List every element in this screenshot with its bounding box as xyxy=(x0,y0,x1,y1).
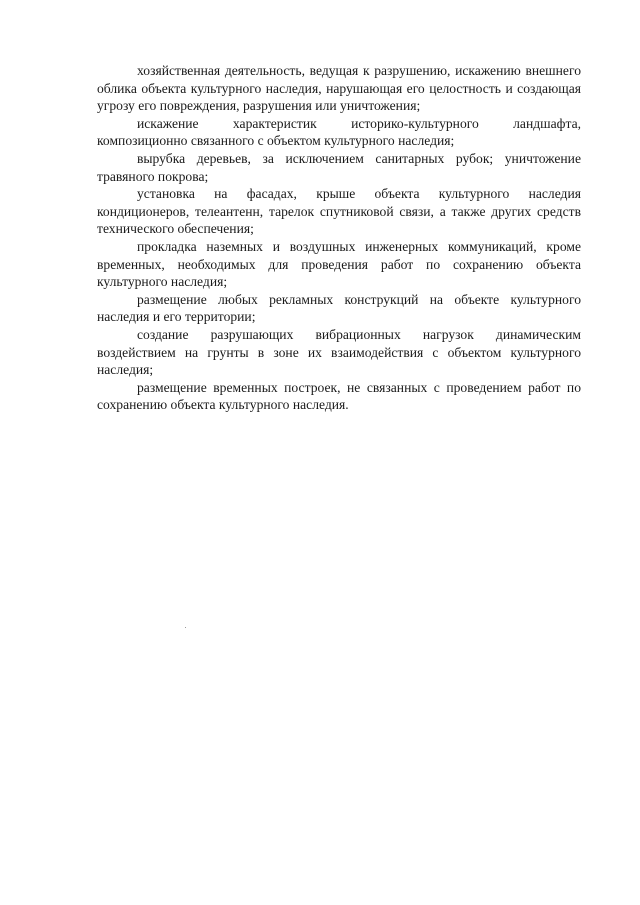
paragraph-advertising: размещение любых рекламных конструкций на объекте культурного наследия и его территории; xyxy=(97,291,581,325)
paragraph-landscape-distortion: искажение характеристик историко-культурного ландшафта, композиционно связанного с объектом культурного наследия; xyxy=(97,115,581,149)
paragraph-temporary-buildings: размещение временных построек, не связанных с проведением работ по сохранению объекта культурного наследия. xyxy=(97,379,581,413)
paragraph-economic-activity: хозяйственная деятельность, ведущая к разрушению, искажению внешнего облика объекта культурного наследия, нарушающая его целостность и создающая угрозу его повреждения, разрушения или уничтожения; xyxy=(97,63,581,114)
scan-speck xyxy=(185,627,186,628)
document-body xyxy=(97,62,581,414)
paragraph-vibration-loads: создание разрушающих вибрационных нагрузок динамическим воздействием на грунты в зоне их взаимодействия с объектом культурного наследия; xyxy=(97,326,581,378)
paragraph-tree-felling: вырубка деревьев, за исключением санитарных рубок; уничтожение травяного покрова; xyxy=(97,150,581,184)
paragraph-facade-equipment: установка на фасадах, крыше объекта культурного наследия кондиционеров, телеантенн, тарелок спутниковой связи, а также других средств технического обеспечения; xyxy=(97,186,581,237)
paragraph-utility-lines: прокладка наземных и воздушных инженерных коммуникаций, кроме временных, необходимых для проведения работ по сохранению объекта культурного наследия; xyxy=(97,238,581,290)
